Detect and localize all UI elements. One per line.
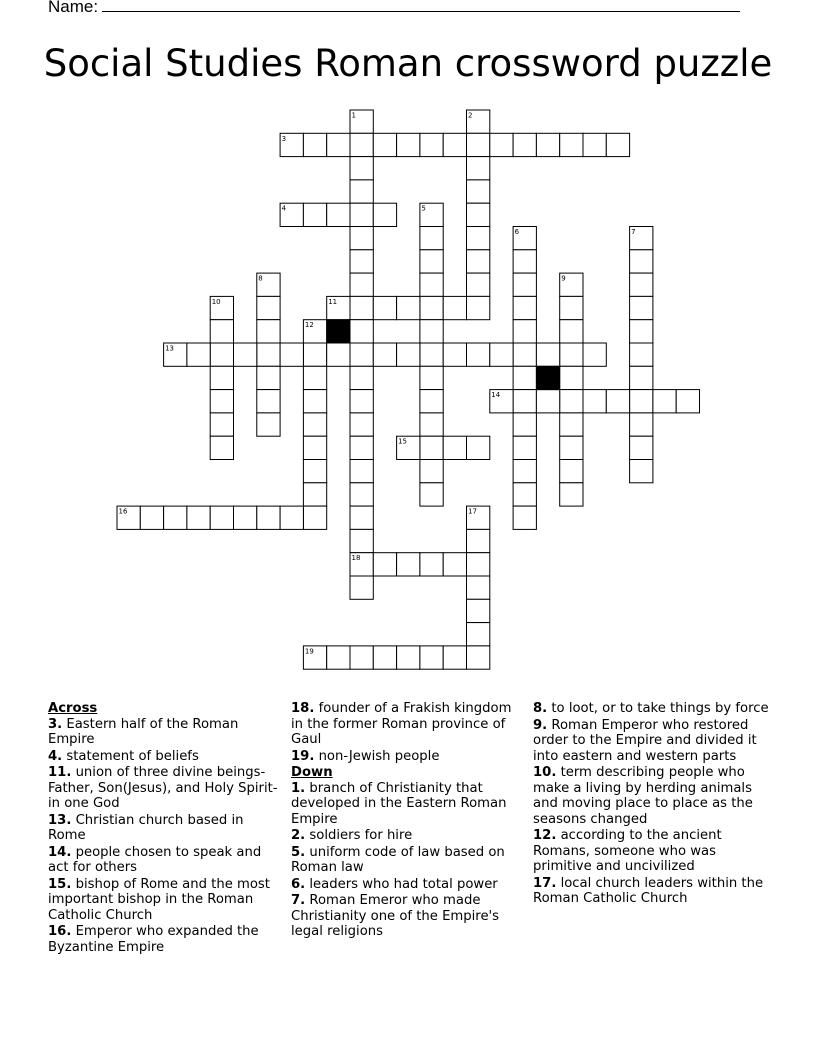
grid-cell-1-9[interactable] <box>327 133 350 156</box>
grid-number-17: 17 <box>468 507 477 516</box>
grid-cell-18-15[interactable] <box>467 529 490 552</box>
clue-down-7: 7. Roman Emeror who made Christianity one of the Empire's legal religions <box>291 893 500 939</box>
grid-cell-23-9[interactable] <box>327 646 350 669</box>
grid-cell-14-4[interactable] <box>210 436 233 459</box>
grid-cell-7-10[interactable] <box>350 273 373 296</box>
grid-cell-17-17[interactable] <box>513 506 536 529</box>
clue-across-3: 3. Eastern half of the Roman Empire <box>48 716 239 747</box>
grid-cell-11-6[interactable] <box>257 366 280 389</box>
grid-cell-10-15[interactable] <box>467 343 490 366</box>
grid-number-5: 5 <box>421 204 426 213</box>
grid-number-2: 2 <box>468 111 473 120</box>
grid-cell-10-22[interactable] <box>630 343 653 366</box>
grid-cell-10-7[interactable] <box>280 343 303 366</box>
grid-cell-23-13[interactable] <box>420 646 443 669</box>
grid-cell-12-21[interactable] <box>606 390 629 413</box>
grid-number-14: 14 <box>491 391 501 400</box>
clue-down-17: 17. local church leaders within the Roman Catholic Church <box>533 875 764 906</box>
grid-cell-11-17[interactable] <box>513 366 536 389</box>
grid-cell-23-14[interactable] <box>443 646 466 669</box>
grid-number-6: 6 <box>514 228 520 236</box>
grid-cell-17-8[interactable] <box>303 506 326 529</box>
grid-cell-23-11[interactable] <box>373 646 396 669</box>
grid-cell-15-8[interactable] <box>303 460 326 483</box>
page-title: Social Studies Roman crossword puzzle <box>43 42 773 85</box>
grid-cell-15-13[interactable] <box>420 460 443 483</box>
grid-cell-12-19[interactable] <box>560 390 583 413</box>
name-label: Name: <box>48 0 99 16</box>
clue-down-8: 8. to loot, or to take things by force <box>533 701 769 716</box>
clue-across-19: 19. non-Jewish people <box>291 748 440 764</box>
grid-cell-10-4[interactable] <box>210 343 233 366</box>
grid-cell-14-17[interactable] <box>513 436 536 459</box>
grid-cell-4-8[interactable] <box>303 203 326 226</box>
grid-cell-9-6[interactable] <box>257 320 280 343</box>
grid-cell-14-8[interactable] <box>303 436 326 459</box>
grid-cell-8-22[interactable] <box>630 296 653 319</box>
grid-cell-16-17[interactable] <box>513 483 536 506</box>
grid-cell-10-6[interactable] <box>257 343 280 366</box>
grid-cell-13-13[interactable] <box>420 413 443 436</box>
grid-cell-19-13[interactable] <box>420 553 443 576</box>
grid-cell-9-19[interactable] <box>560 320 583 343</box>
grid-cell-19-12[interactable] <box>397 553 420 576</box>
grid-cell-3-10[interactable] <box>350 180 373 203</box>
grid-cell-10-19[interactable] <box>560 343 583 366</box>
grid-cell-17-3[interactable] <box>187 506 210 529</box>
grid-cell-17-2[interactable] <box>164 506 187 529</box>
clue-down-6: 6. leaders who had total power <box>291 876 498 892</box>
grid-cell-1-14[interactable] <box>443 133 466 156</box>
grid-cell-8-15[interactable] <box>467 296 490 319</box>
grid-cell-6-17[interactable] <box>513 250 536 273</box>
grid-cell-10-11[interactable] <box>373 343 396 366</box>
grid-cell-13-4[interactable] <box>210 413 233 436</box>
grid-cell-6-22[interactable] <box>630 250 653 273</box>
grid-cell-10-12[interactable] <box>397 343 420 366</box>
grid-cell-13-10[interactable] <box>350 413 373 436</box>
grid-cell-8-19[interactable] <box>560 296 583 319</box>
grid-cell-10-16[interactable] <box>490 343 513 366</box>
grid-number-7: 7 <box>631 228 636 236</box>
grid-cell-18-10[interactable] <box>350 529 373 552</box>
grid-number-18: 18 <box>351 554 361 563</box>
grid-number-13: 13 <box>165 344 175 353</box>
grid-cell-17-1[interactable] <box>140 506 163 529</box>
grid-cell-1-21[interactable] <box>606 133 629 156</box>
grid-cell-10-8[interactable] <box>303 343 326 366</box>
grid-cell-23-12[interactable] <box>397 646 420 669</box>
grid-cell-1-15[interactable] <box>467 133 490 156</box>
grid-cell-17-7[interactable] <box>280 506 303 529</box>
grid-cell-13-19[interactable] <box>560 413 583 436</box>
grid-cell-5-13[interactable] <box>420 227 443 250</box>
grid-cell-1-13[interactable] <box>420 133 443 156</box>
grid-cell-13-17[interactable] <box>513 413 536 436</box>
grid-cell-12-4[interactable] <box>210 390 233 413</box>
grid-cell-4-15[interactable] <box>467 203 490 226</box>
grid-cell-1-20[interactable] <box>583 133 606 156</box>
grid-cell-11-19[interactable] <box>560 366 583 389</box>
grid-cell-8-14[interactable] <box>443 296 466 319</box>
across-header: Across <box>48 701 98 716</box>
grid-cell-1-8[interactable] <box>303 133 326 156</box>
grid-cell-14-14[interactable] <box>443 436 466 459</box>
grid-number-1: 1 <box>351 111 356 120</box>
grid-number-11: 11 <box>328 297 338 306</box>
grid-cell-12-8[interactable] <box>303 390 326 413</box>
grid-cell-12-6[interactable] <box>257 390 280 413</box>
grid-cell-9-17[interactable] <box>513 320 536 343</box>
grid-cell-16-19[interactable] <box>560 483 583 506</box>
grid-cell-8-11[interactable] <box>373 296 396 319</box>
grid-cell-4-9[interactable] <box>327 203 350 226</box>
grid-number-16: 16 <box>118 507 128 516</box>
grid-cell-10-10[interactable] <box>350 343 373 366</box>
grid-cell-15-10[interactable] <box>350 460 373 483</box>
grid-cell-9-10[interactable] <box>350 320 373 343</box>
grid-cell-5-10[interactable] <box>350 227 373 250</box>
grid-cell-19-14[interactable] <box>443 553 466 576</box>
grid-cell-11-10[interactable] <box>350 366 373 389</box>
grid-number-10: 10 <box>211 297 221 306</box>
grid-cell-19-11[interactable] <box>373 553 396 576</box>
grid-cell-2-15[interactable] <box>467 157 490 180</box>
clue-down-1: 1. branch of Christianity that developed in the Eastern Roman Empire <box>291 780 507 827</box>
grid-cell-10-14[interactable] <box>443 343 466 366</box>
grid-cell-8-12[interactable] <box>397 296 420 319</box>
grid-cell-23-10[interactable] <box>350 646 373 669</box>
grid-cell-9-22[interactable] <box>630 320 653 343</box>
grid-cell-10-5[interactable] <box>234 343 257 366</box>
grid-cell-8-6[interactable] <box>257 296 280 319</box>
grid-cell-14-15[interactable] <box>467 436 490 459</box>
grid-cell-15-17[interactable] <box>513 460 536 483</box>
grid-cell-5-15[interactable] <box>467 227 490 250</box>
grid-cell-10-3[interactable] <box>187 343 210 366</box>
clues-column-1 <box>48 701 280 956</box>
down-header: Down <box>291 765 333 780</box>
grid-cell-17-10[interactable] <box>350 506 373 529</box>
grid-cell-10-9[interactable] <box>327 343 350 366</box>
grid-cell-1-11[interactable] <box>373 133 396 156</box>
grid-cell-17-5[interactable] <box>234 506 257 529</box>
grid-cell-1-12[interactable] <box>397 133 420 156</box>
grid-block-11-18 <box>536 366 559 389</box>
grid-cell-6-15[interactable] <box>467 250 490 273</box>
grid-cell-1-10[interactable] <box>350 133 373 156</box>
grid-cell-13-6[interactable] <box>257 413 280 436</box>
clue-down-12: 12. according to the ancient Romans, someone who was primitive and uncivilized <box>533 828 722 874</box>
grid-cell-15-22[interactable] <box>630 460 653 483</box>
grid-cell-19-15[interactable] <box>467 553 490 576</box>
grid-cell-12-10[interactable] <box>350 390 373 413</box>
grid-cell-1-19[interactable] <box>560 133 583 156</box>
grid-cell-8-17[interactable] <box>513 296 536 319</box>
grid-cell-23-15[interactable] <box>467 646 490 669</box>
grid-cell-12-13[interactable] <box>420 390 443 413</box>
grid-cell-4-11[interactable] <box>373 203 396 226</box>
grid-cell-1-18[interactable] <box>536 133 559 156</box>
clue-across-16: 16. Emperor who expanded the Byzantine Empire <box>48 924 259 955</box>
grid-cell-22-15[interactable] <box>467 623 490 646</box>
grid-cell-13-8[interactable] <box>303 413 326 436</box>
grid-cell-17-4[interactable] <box>210 506 233 529</box>
grid-cell-7-15[interactable] <box>467 273 490 296</box>
grid-cell-3-15[interactable] <box>467 180 490 203</box>
grid-cell-8-10[interactable] <box>350 296 373 319</box>
grid-cell-7-13[interactable] <box>420 273 443 296</box>
grid-cell-11-8[interactable] <box>303 366 326 389</box>
clue-across-11: 11. union of three divine beings-Father, Son(Jesus), and Holy Spirit- in one God <box>48 765 278 811</box>
grid-cell-1-17[interactable] <box>513 133 536 156</box>
grid-cell-13-22[interactable] <box>630 413 653 436</box>
grid-cell-6-13[interactable] <box>420 250 443 273</box>
grid-cell-10-13[interactable] <box>420 343 443 366</box>
grid-cell-11-4[interactable] <box>210 366 233 389</box>
grid-cell-14-13[interactable] <box>420 436 443 459</box>
clue-across-4: 4. statement of beliefs <box>48 748 199 764</box>
grid-cell-10-18[interactable] <box>536 343 559 366</box>
grid-cell-20-15[interactable] <box>467 576 490 599</box>
grid-number-12: 12 <box>304 321 314 330</box>
clues-column-2 <box>291 701 523 941</box>
clue-down-9: 9. Roman Emperor who restored order to the Empire and divided it into eastern and western parts <box>533 717 757 764</box>
grid-number-3: 3 <box>281 134 287 143</box>
grid-cell-12-24[interactable] <box>676 390 699 413</box>
grid-cell-12-17[interactable] <box>513 390 536 413</box>
grid-cell-8-13[interactable] <box>420 296 443 319</box>
grid-cell-9-13[interactable] <box>420 320 443 343</box>
grid-cell-12-20[interactable] <box>583 390 606 413</box>
grid-number-4: 4 <box>281 204 287 213</box>
grid-cell-11-13[interactable] <box>420 366 443 389</box>
grid-cell-12-23[interactable] <box>653 390 676 413</box>
grid-cell-11-22[interactable] <box>630 366 653 389</box>
grid-cell-9-4[interactable] <box>210 320 233 343</box>
grid-cell-15-19[interactable] <box>560 460 583 483</box>
grid-cell-16-8[interactable] <box>303 483 326 506</box>
clue-down-10: 10. term describing people who make a living by herding animals and moving place to place as the seasons changed <box>533 765 753 827</box>
grid-number-15: 15 <box>398 437 408 446</box>
clue-across-14: 14. people chosen to speak and act for others <box>48 844 262 875</box>
clue-across-15: 15. bishop of Rome and the most important bishop in the Roman Catholic Church <box>48 876 270 923</box>
grid-cell-14-10[interactable] <box>350 436 373 459</box>
grid-number-9: 9 <box>561 274 566 283</box>
grid-cell-6-10[interactable] <box>350 250 373 273</box>
clue-down-2: 2. soldiers for hire <box>291 828 413 843</box>
grid-cell-7-22[interactable] <box>630 273 653 296</box>
grid-cell-7-17[interactable] <box>513 273 536 296</box>
grid-number-19: 19 <box>304 647 314 656</box>
grid-cell-4-10[interactable] <box>350 203 373 226</box>
grid-cell-14-22[interactable] <box>630 436 653 459</box>
grid-cell-1-16[interactable] <box>490 133 513 156</box>
clue-across-18: 18. founder of a Frakish kingdom in the former Roman province of Gaul <box>291 701 512 747</box>
grid-number-8: 8 <box>258 274 263 283</box>
grid-cell-21-15[interactable] <box>467 599 490 622</box>
grid-cell-10-17[interactable] <box>513 343 536 366</box>
grid-block-9-9 <box>327 320 350 343</box>
grid-cell-16-13[interactable] <box>420 483 443 506</box>
clue-down-5: 5. uniform code of law based on Roman law <box>291 844 505 875</box>
grid-cell-20-10[interactable] <box>350 576 373 599</box>
grid-cell-16-10[interactable] <box>350 483 373 506</box>
grid-cell-12-22[interactable] <box>630 390 653 413</box>
clue-across-13: 13. Christian church based in Rome <box>48 812 244 843</box>
grid-cell-10-20[interactable] <box>583 343 606 366</box>
grid-cell-12-18[interactable] <box>536 390 559 413</box>
grid-cell-2-10[interactable] <box>350 157 373 180</box>
clues-column-3 <box>533 701 773 908</box>
grid-cell-14-19[interactable] <box>560 436 583 459</box>
grid-cell-17-6[interactable] <box>257 506 280 529</box>
